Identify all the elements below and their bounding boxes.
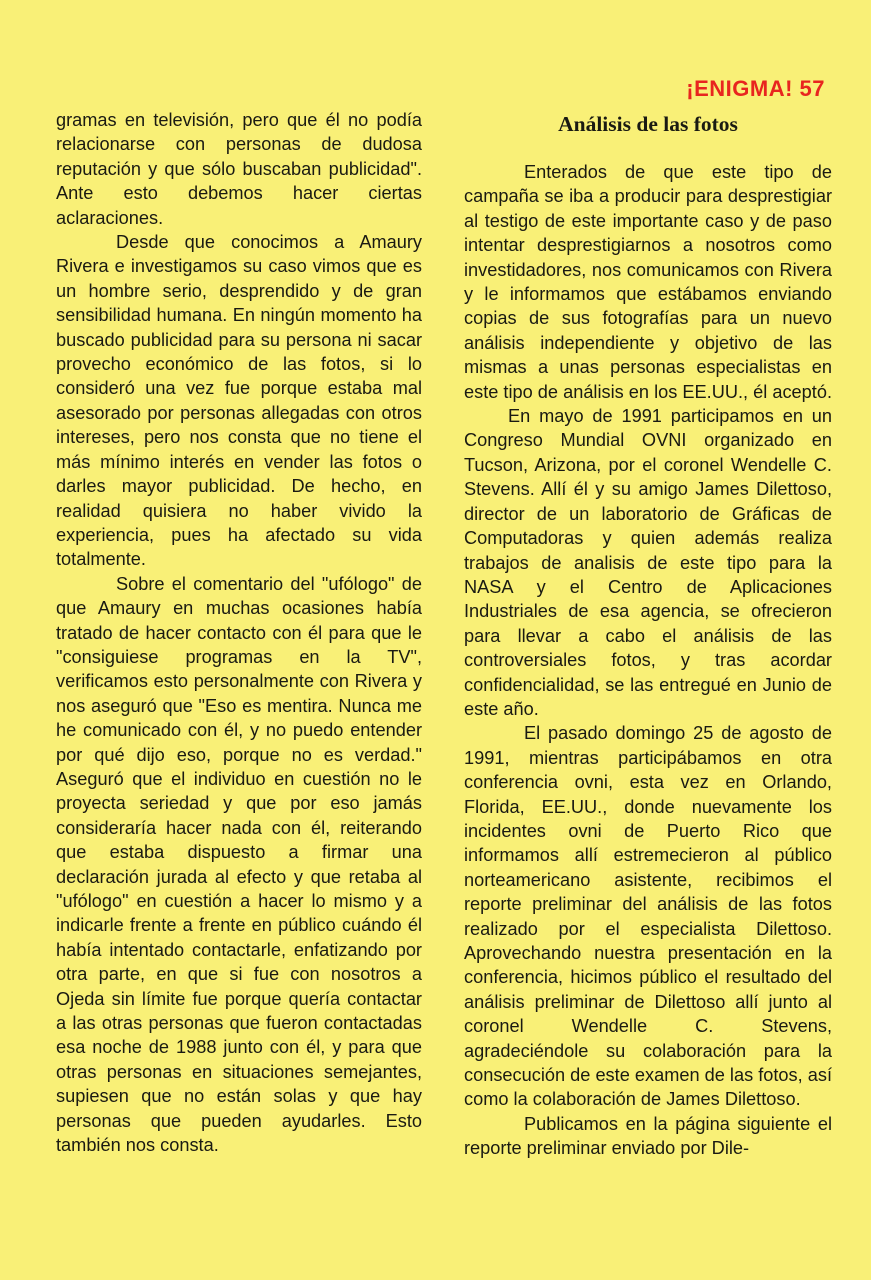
page-header: ¡ENIGMA! 57 bbox=[686, 76, 825, 101]
paragraph: En mayo de 1991 participamos en un Congreso Mundial OVNI organizado en Tucson, Arizona, por el coronel Wendelle C. Stevens. Allí él y su amigo James Dilettoso, director de un laboratorio de Gráficas de Computadoras y quien además realiza trabajos de analisis de este tipo para la NASA y el Centro de Aplicaciones Industriales de esa agencia, se ofrecieron para llevar a cabo el análisis de las controversiales fotos, y tras acordar confidencialidad, se las entregué en Junio de este año. bbox=[464, 406, 832, 719]
left-column bbox=[56, 108, 422, 1157]
paragraph: Sobre el comentario del "ufólogo" de que Amaury en muchas ocasiones había tratado de hacer contacto con él para que le "consiguiese programas en la TV", verificamos esto personalmente con Rivera y nos aseguró que "Eso es mentira. Nunca me he comunicado con él, y no puedo entender por qué dijo eso, porque no es verdad." Aseguró que el individuo en cuestión no le proyecta seriedad y que por eso jamás consideraría hacer nada con él, reiterando que estaba dispuesto a firmar una declaración jurada al efecto y que retaba al "ufólogo" en cuestión a hacer lo mismo y a indicarle frente a frente en público cuándo él había intentado contactarle, enfatizando por otra parte, en que si fue con nosotros a Ojeda sin límite fue porque quería contactar a las otras personas que fueron contactadas esa noche de 1988 junto con él, y para que otras personas en situaciones semejantes, supiesen que no están solas y que hay personas que pueden ayudarles. Esto también nos consta. bbox=[56, 573, 422, 1156]
right-column bbox=[464, 108, 832, 1161]
paragraph: Desde que conocimos a Amaury Rivera e investigamos su caso vimos que es un hombre serio, desprendido y de gran sensibilidad humana. En ningún momento ha buscado publicidad para su persona ni sacar provecho económico de las fotos, si lo consideró una vez fue porque estaba mal asesorado por personas allegadas con otros intereses, pero nos consta que no tiene el más mínimo interés en vender las fotos o darles mayor publicidad. De hecho, en realidad quisiera no haber vivido la experiencia, pues ha afectado su vida totalmente. bbox=[56, 232, 422, 570]
paragraph: Publicamos en la página siguiente el reporte preliminar enviado por Dile- bbox=[464, 1113, 832, 1159]
paragraph: El pasado domingo 25 de agosto de 1991, mientras participábamos en otra conferencia ovni, esta vez en Orlando, Florida, EE.UU., donde nuevamente los incidentes ovni de Puerto Rico que informamos allí estremecieron al público norteamericano asistente, recibimos el reporte preliminar del análisis de las fotos realizado por el especialista Dilettoso. Aprovechando nuestra presentación en la conferencia, hicimos público el resultado del análisis preliminar de Dilettoso allí junto al coronel Wendelle C. Stevens, agradeciéndole su colaboración para la consecución de este examen de las fotos, así como la colaboración de James Dilettoso. bbox=[464, 723, 833, 1110]
paragraph: Enterados de que este tipo de campaña se iba a producir para desprestigiar al testigo de este importante caso y de paso intentar desprestigiarnos a nosotros como investidadores, nos comunicamos con Rivera y le informamos que estábamos enviando copias de sus fotografías para un nuevo análisis independiente y objetivo de las mismas a unas personas especialistas en este tipo de análisis en los EE.UU., él aceptó. bbox=[464, 162, 832, 402]
section-title: Análisis de las fotos bbox=[558, 112, 738, 136]
paragraph: gramas en televisión, pero que él no podía relacionarse con personas de dudosa reputación y que sólo buscaban publicidad". Ante esto debemos hacer ciertas aclaraciones. bbox=[56, 110, 422, 228]
